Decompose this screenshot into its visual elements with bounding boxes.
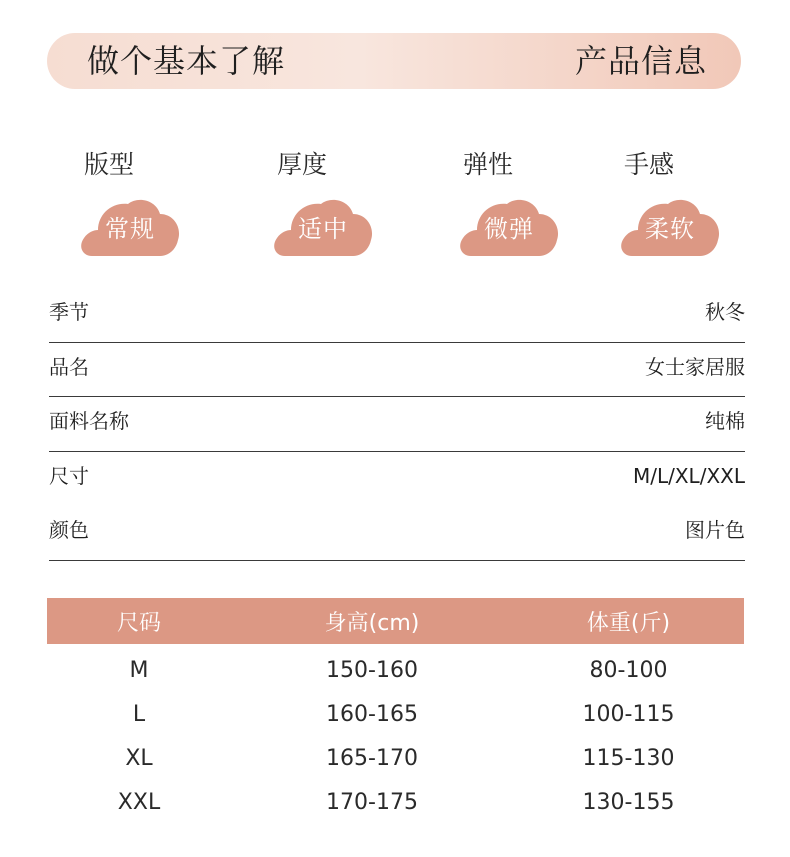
- cloud-badge: [273, 188, 373, 258]
- section-title: 做个基本了解: [87, 42, 286, 80]
- size-table: [47, 598, 744, 824]
- info-value: 女士家居服: [645, 354, 745, 379]
- info-key: 季节: [49, 300, 89, 324]
- feature-label: 版型: [84, 150, 135, 179]
- info-row-color: [49, 506, 745, 561]
- info-row-season: [49, 288, 745, 343]
- cloud-badge: [459, 188, 559, 258]
- height-cell: 165-170: [326, 745, 418, 771]
- info-value: M/L/XL/XXL: [632, 463, 745, 488]
- section-header: [47, 33, 741, 89]
- cloud-badge: [80, 188, 180, 258]
- cloud-badge: [620, 188, 720, 258]
- size-cell: L: [132, 701, 146, 727]
- product-info-list: [49, 288, 745, 561]
- info-key: 尺寸: [49, 463, 89, 488]
- info-row-size: [49, 452, 745, 507]
- feature-touch: [620, 148, 730, 263]
- size-table-header: [47, 598, 744, 644]
- size-cell: XL: [125, 745, 153, 771]
- feature-value: 适中: [298, 215, 348, 243]
- height-cell: 160-165: [326, 701, 418, 727]
- size-cell: M: [129, 657, 149, 683]
- weight-cell: 115-130: [582, 745, 675, 771]
- feature-label: 手感: [624, 150, 675, 179]
- column-header-size: 尺码: [47, 598, 231, 644]
- height-cell: 170-175: [326, 789, 418, 815]
- info-row-product-name: [49, 343, 745, 398]
- feature-fit: [80, 148, 190, 263]
- info-key: 品名: [49, 354, 89, 379]
- info-value: 秋冬: [705, 300, 745, 324]
- section-subtitle: 产品信息: [574, 42, 707, 80]
- feature-label: 厚度: [277, 150, 328, 179]
- feature-thickness: [273, 148, 383, 263]
- feature-value: 柔软: [645, 215, 695, 243]
- feature-label: 弹性: [463, 150, 514, 179]
- weight-cell: 100-115: [582, 701, 675, 727]
- info-key: 面料名称: [49, 409, 129, 434]
- feature-elasticity: [459, 148, 569, 263]
- info-value: 纯棉: [705, 409, 745, 434]
- info-row-fabric: [49, 397, 745, 452]
- column-header-height: 身高(cm): [231, 598, 513, 644]
- size-cell: XXL: [117, 789, 161, 815]
- column-header-weight: 体重(斤): [513, 598, 744, 644]
- table-row: [47, 780, 744, 824]
- table-row: [47, 736, 744, 780]
- feature-value: 常规: [105, 215, 155, 243]
- table-row: [47, 692, 744, 736]
- weight-cell: 130-155: [582, 789, 675, 815]
- feature-list: [0, 148, 790, 268]
- weight-cell: 80-100: [589, 657, 668, 683]
- height-cell: 150-160: [326, 657, 418, 683]
- info-value: 图片色: [685, 518, 745, 543]
- table-row: [47, 644, 744, 692]
- feature-value: 微弹: [484, 215, 534, 243]
- info-key: 颜色: [49, 518, 89, 543]
